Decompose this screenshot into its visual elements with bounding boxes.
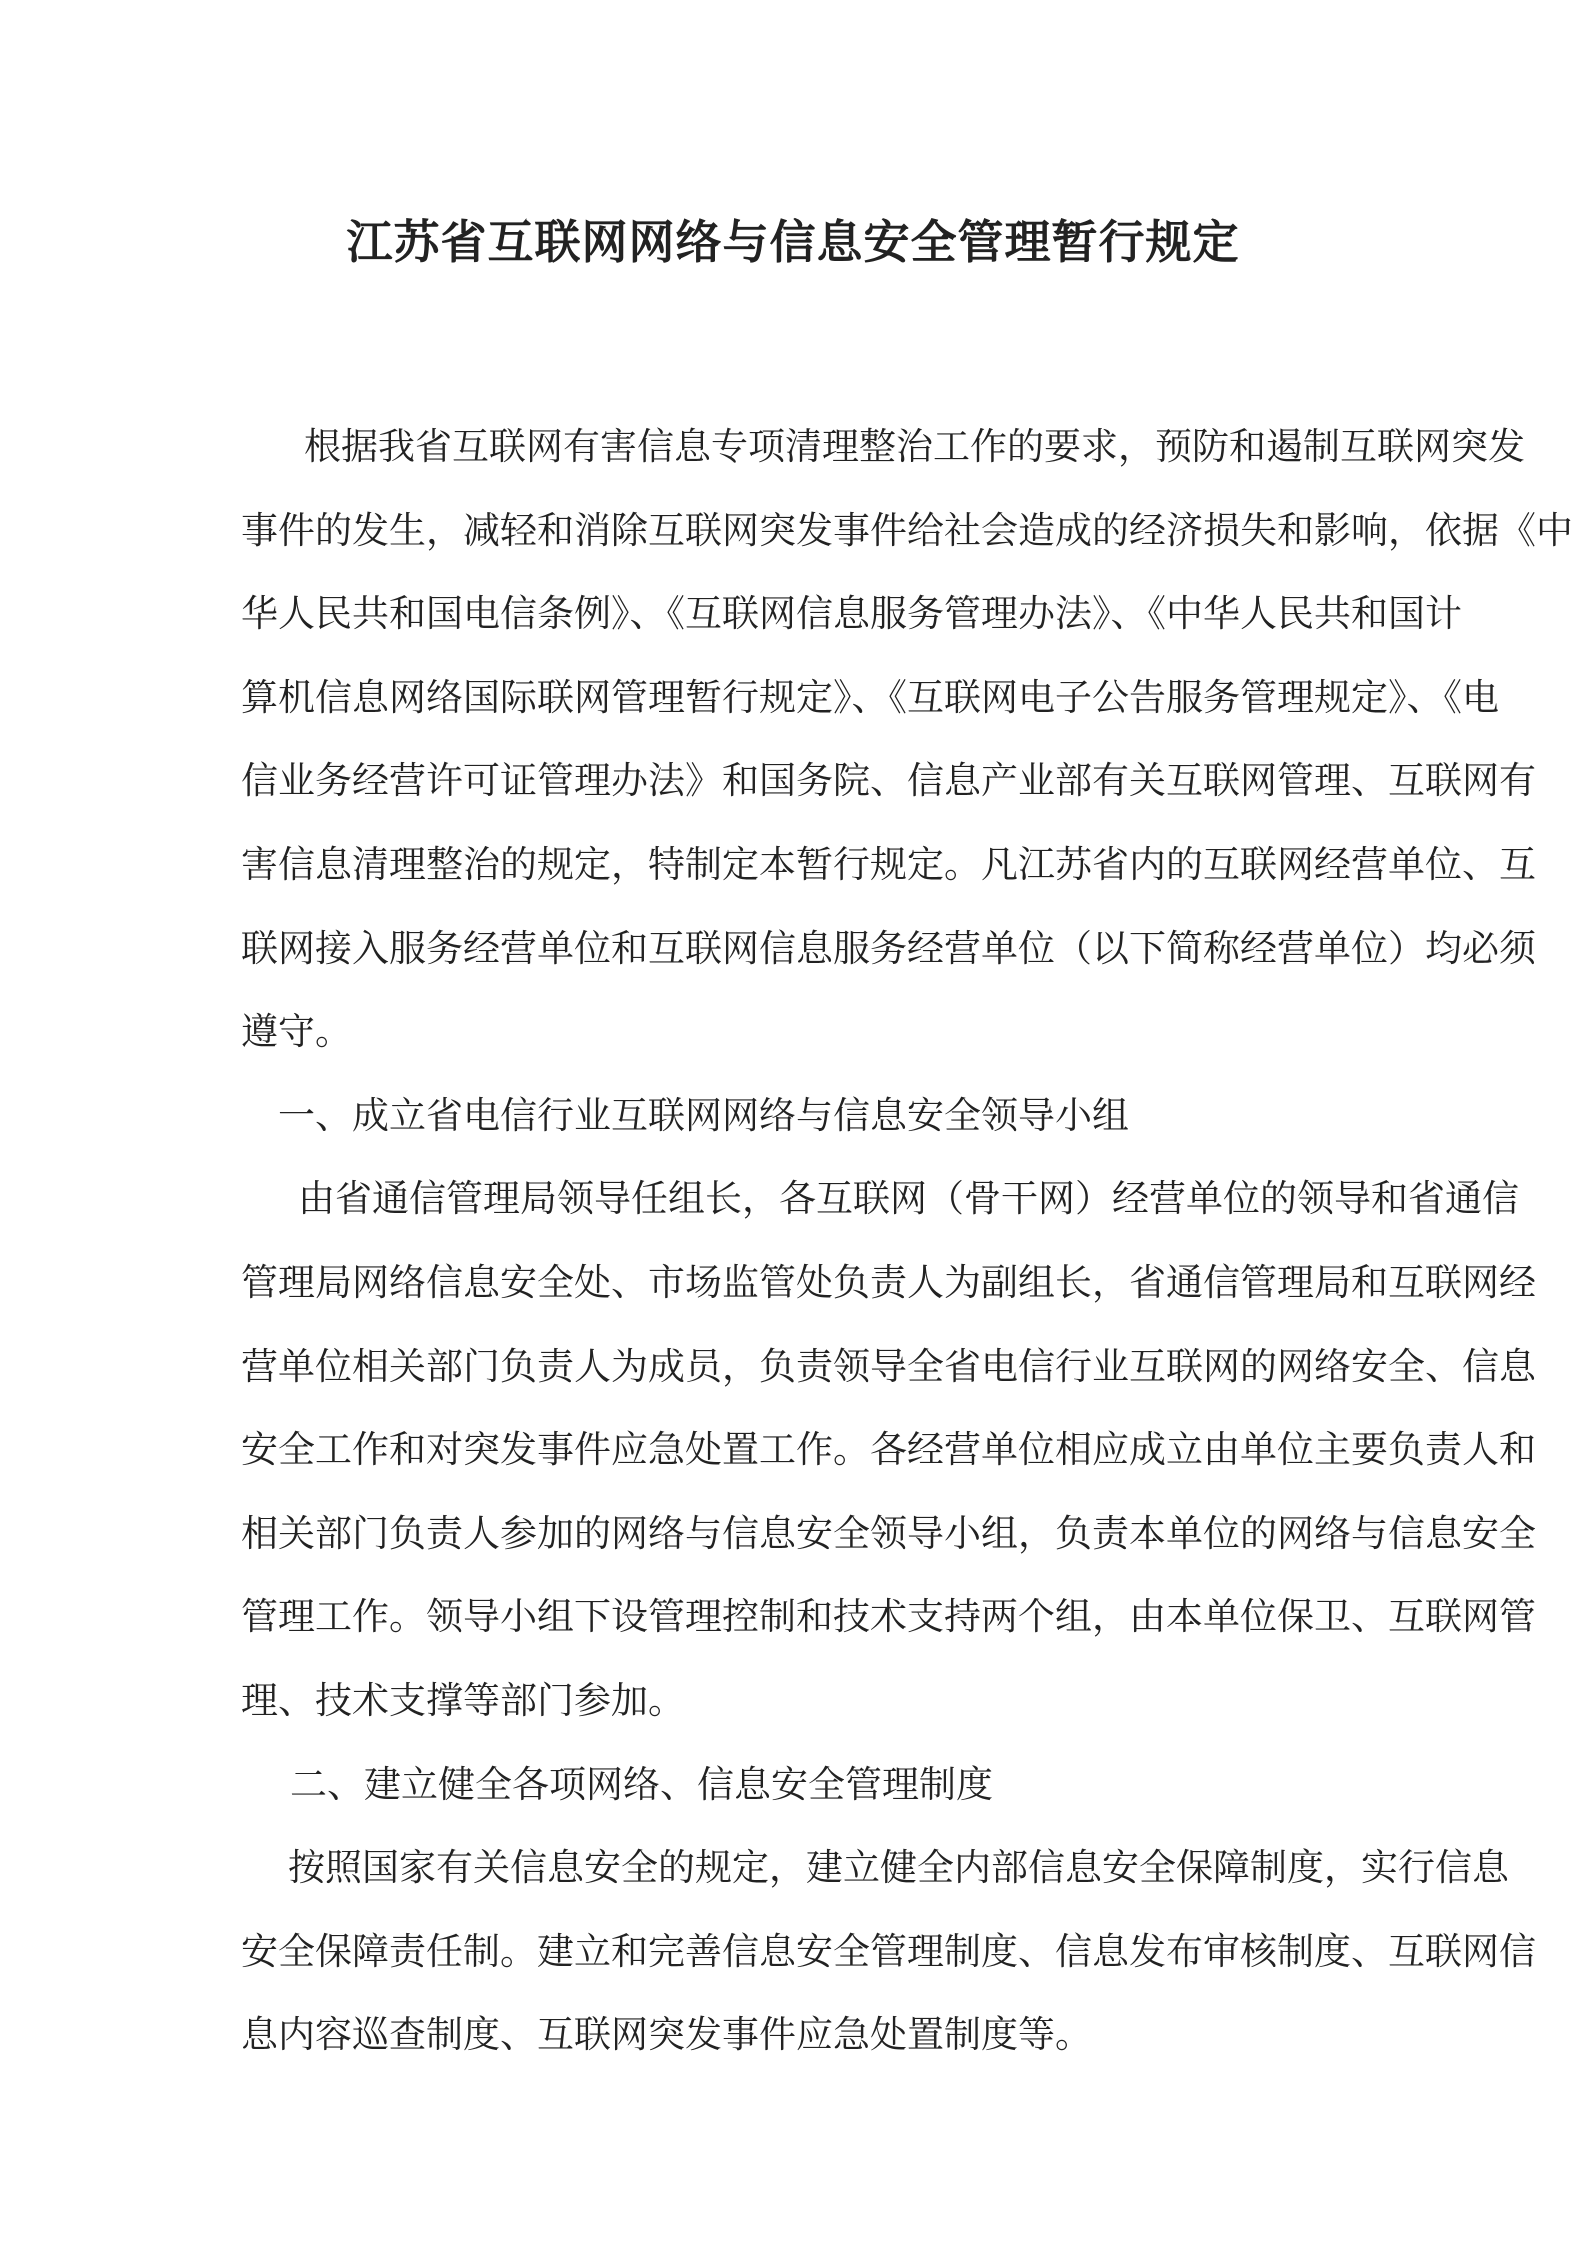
- document-body: [241, 405, 1573, 2077]
- paragraph-2-line: 由省通信管理局领导任组长，各互联网（骨干网）经营单位的领导和省通信: [298, 1177, 1519, 1221]
- paragraph-1-line: 华人民共和国电信条例》、《互联网信息服务管理办法》、《中华人民共和国计: [241, 592, 1462, 636]
- section-heading-1: 一、成立省电信行业互联网网络与信息安全领导小组: [278, 1093, 1129, 1137]
- paragraph-1-line: 事件的发生，减轻和消除互联网突发事件给社会造成的经济损失和影响，依据《中: [241, 508, 1573, 552]
- paragraph-1-line: 信业务经营许可证管理办法》和国务院、信息产业部有关互联网管理、互联网有: [241, 759, 1536, 803]
- paragraph-3-line: 安全保障责任制。建立和完善信息安全管理制度、信息发布审核制度、互联网信: [241, 1929, 1536, 1973]
- paragraph-1-line: 遵守。: [241, 1010, 352, 1054]
- paragraph-1-line: 根据我省互联网有害信息专项清理整治工作的要求，预防和遏制互联网突发: [304, 425, 1525, 468]
- section-heading-2: 二、建立健全各项网络、信息安全管理制度: [290, 1762, 993, 1806]
- paragraph-1-line: 害信息清理整治的规定，特制定本暂行规定。凡江苏省内的互联网经营单位、互: [241, 842, 1536, 886]
- paragraph-2-line: 相关部门负责人参加的网络与信息安全领导小组，负责本单位的网络与信息安全: [241, 1511, 1536, 1555]
- paragraph-1-line: 联网接入服务经营单位和互联网信息服务经营单位（以下简称经营单位）均必须: [241, 926, 1536, 970]
- paragraph-2-line: 安全工作和对突发事件应急处置工作。各经营单位相应成立由单位主要负责人和: [241, 1428, 1536, 1472]
- paragraph-2-line: 理、技术支撑等部门参加。: [241, 1678, 685, 1722]
- paragraph-2-line: 管理工作。领导小组下设管理控制和技术支持两个组，由本单位保卫、互联网管: [241, 1595, 1536, 1639]
- document-title: 江苏省互联网网络与信息安全管理暂行规定: [346, 215, 1240, 269]
- paragraph-2-line: 管理局网络信息安全处、市场监管处负责人为副组长，省通信管理局和互联网经: [241, 1260, 1536, 1304]
- paragraph-3-line: 息内容巡查制度、互联网突发事件应急处置制度等。: [241, 2013, 1092, 2057]
- paragraph-2-line: 营单位相关部门负责人为成员，负责领导全省电信行业互联网的网络安全、信息: [241, 1344, 1536, 1388]
- paragraph-1-line: 算机信息网络国际联网管理暂行规定》、《互联网电子公告服务管理规定》、《电: [241, 675, 1499, 719]
- paragraph-3-line: 按照国家有关信息安全的规定，建立健全内部信息安全保障制度，实行信息: [288, 1846, 1509, 1890]
